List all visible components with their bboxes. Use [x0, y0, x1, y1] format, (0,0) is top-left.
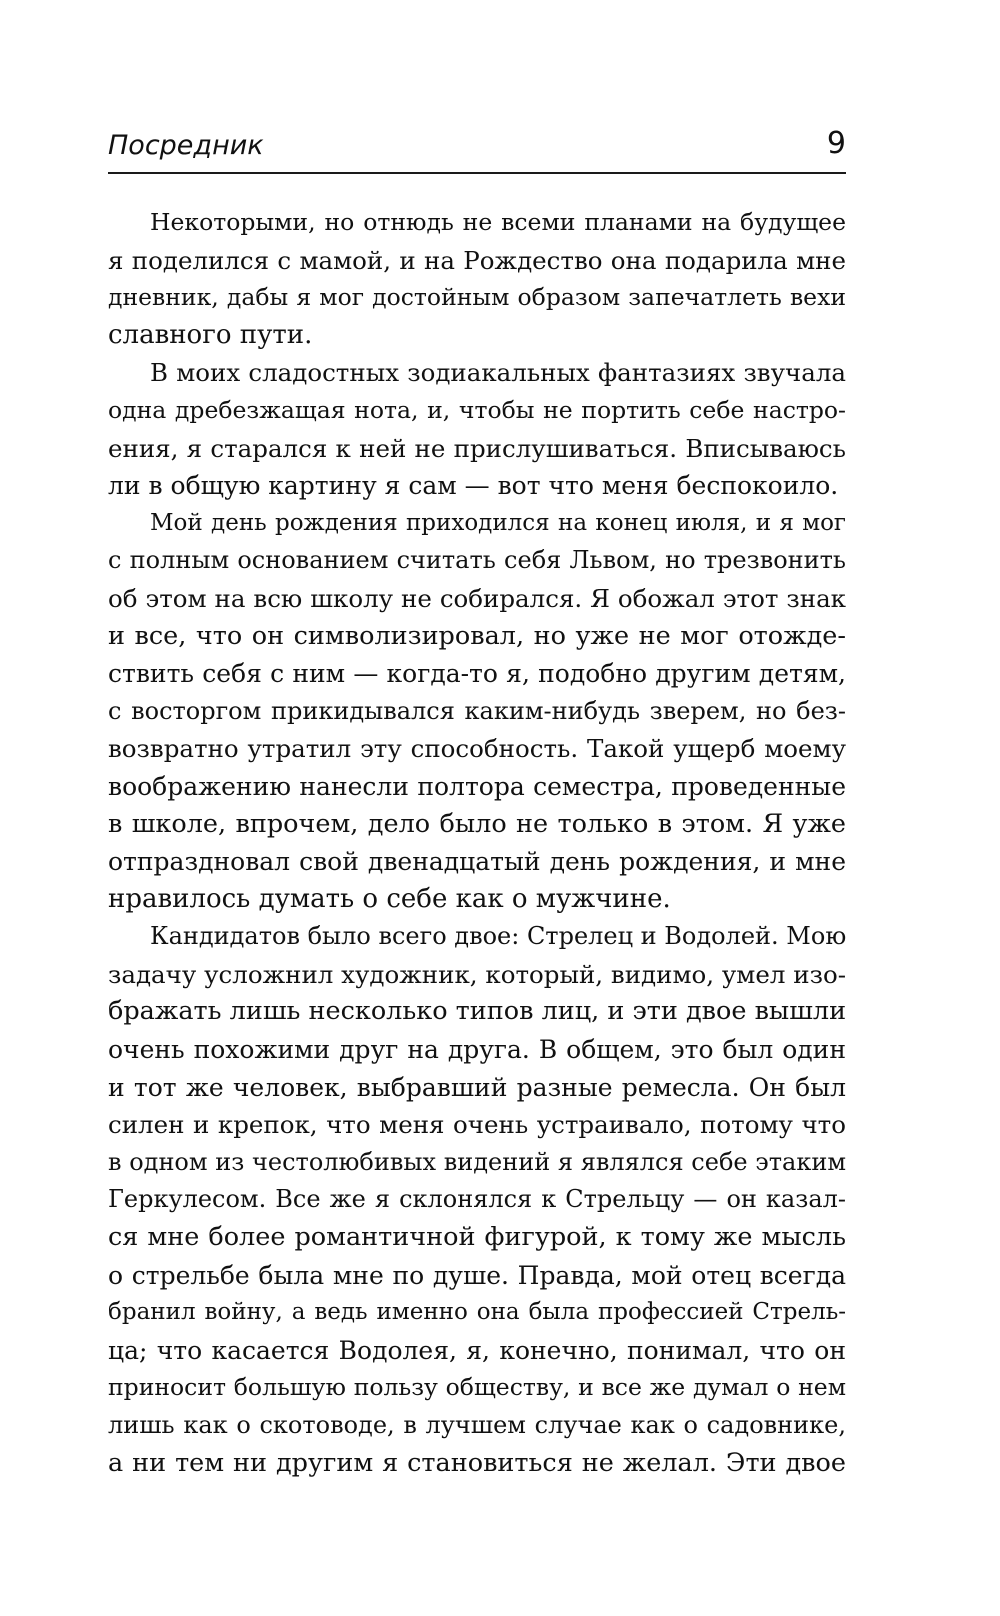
running-title: Посредник — [108, 130, 264, 161]
text-line: я поделился с мамой, и на Рождество она подарила мне — [108, 245, 846, 275]
text-line: и тот же человек, выбравший разные ремесла. Он был — [108, 1072, 846, 1102]
text-line: Геркулесом. Все же я склонялся к Стрельцу — он казал- — [108, 1185, 846, 1214]
text-line: дневник, дабы я мог достойным образом запечатлеть вехи — [108, 283, 846, 312]
running-header — [108, 126, 846, 174]
text-line: одна дребезжащая нота, и, чтобы не портить себе настро- — [108, 395, 846, 424]
text-line: Кандидатов было всего двое: Стрелец и Водолей. Мою — [150, 922, 847, 951]
text-line: ца; что касается Водолея, я, конечно, понимал, что он — [108, 1335, 846, 1365]
paragraph — [108, 354, 846, 504]
text-line: в одном из честолюбивых видений я являлся себе этаким — [108, 1147, 846, 1176]
paragraph — [108, 918, 846, 1482]
text-line: возвратно утратил эту способность. Такой ущерб моему — [108, 734, 846, 764]
text-line: бражать лишь несколько типов лиц, и эти двое вышли — [108, 996, 847, 1027]
text-line: В моих сладостных зодиакальных фантазиях звучала — [150, 358, 846, 388]
text-line: с полным основанием считать себя Львом, но трезвонить — [108, 546, 846, 575]
text-line: силен и крепок, что меня очень устраивало, потому что — [108, 1110, 846, 1140]
text-line: ения, я старался к ней не прислушиваться. Вписываюсь — [108, 433, 846, 463]
text-line: задачу усложнил художник, который, видимо, умел изо- — [108, 959, 846, 989]
text-line: с восторгом прикидывался каким-нибудь зверем, но без- — [108, 696, 846, 725]
text-line: очень похожими друг на друга. В общем, это был один — [108, 1035, 846, 1065]
text-line: приносит большую пользу обществу, и все же думал о нем — [108, 1373, 846, 1402]
paragraph — [108, 505, 846, 919]
text-line: нравилось думать о себе как о мужчине. — [108, 883, 671, 914]
text-line: об этом на всю школу не собирался. Я обожал этот знак — [108, 583, 846, 613]
page-number: 9 — [826, 126, 846, 161]
text-line: ли в общую картину я сам — вот что меня беспокоило. — [108, 471, 839, 501]
text-line: отпраздновал свой двенадцатый день рождения, и мне — [108, 847, 846, 877]
text-line: Некоторыми, но отнюдь не всеми планами на будущее — [150, 208, 846, 236]
text-line: лишь как о скотоводе, в лучшем случае как о садовнике, — [108, 1411, 846, 1439]
text-line: в школе, впрочем, дело было не только в этом. Я уже — [108, 808, 846, 839]
text-line: о стрельбе была мне по душе. Правда, мой отец всегда — [108, 1260, 846, 1290]
text-line: Мой день рождения приходился на конец июля, и я мог — [150, 509, 846, 536]
text-line: бранил войну, а ведь именно она была профессией Стрель- — [108, 1299, 846, 1326]
text-line: и все, что он символизировал, но уже не мог отожде- — [108, 620, 846, 651]
text-line: воображению нанесли полтора семестра, проведенные — [108, 771, 846, 801]
text-line: а ни тем ни другим я становиться не желал. Эти двое — [108, 1447, 846, 1478]
text-line: ствить себя с ним — когда-то я, подобно другим детям, — [108, 659, 846, 689]
text-line: ся мне более романтичной фигурой, к тому же мысль — [108, 1222, 846, 1253]
paragraph — [108, 204, 846, 354]
text-line: славного пути. — [108, 319, 313, 350]
body-text — [108, 204, 846, 1482]
